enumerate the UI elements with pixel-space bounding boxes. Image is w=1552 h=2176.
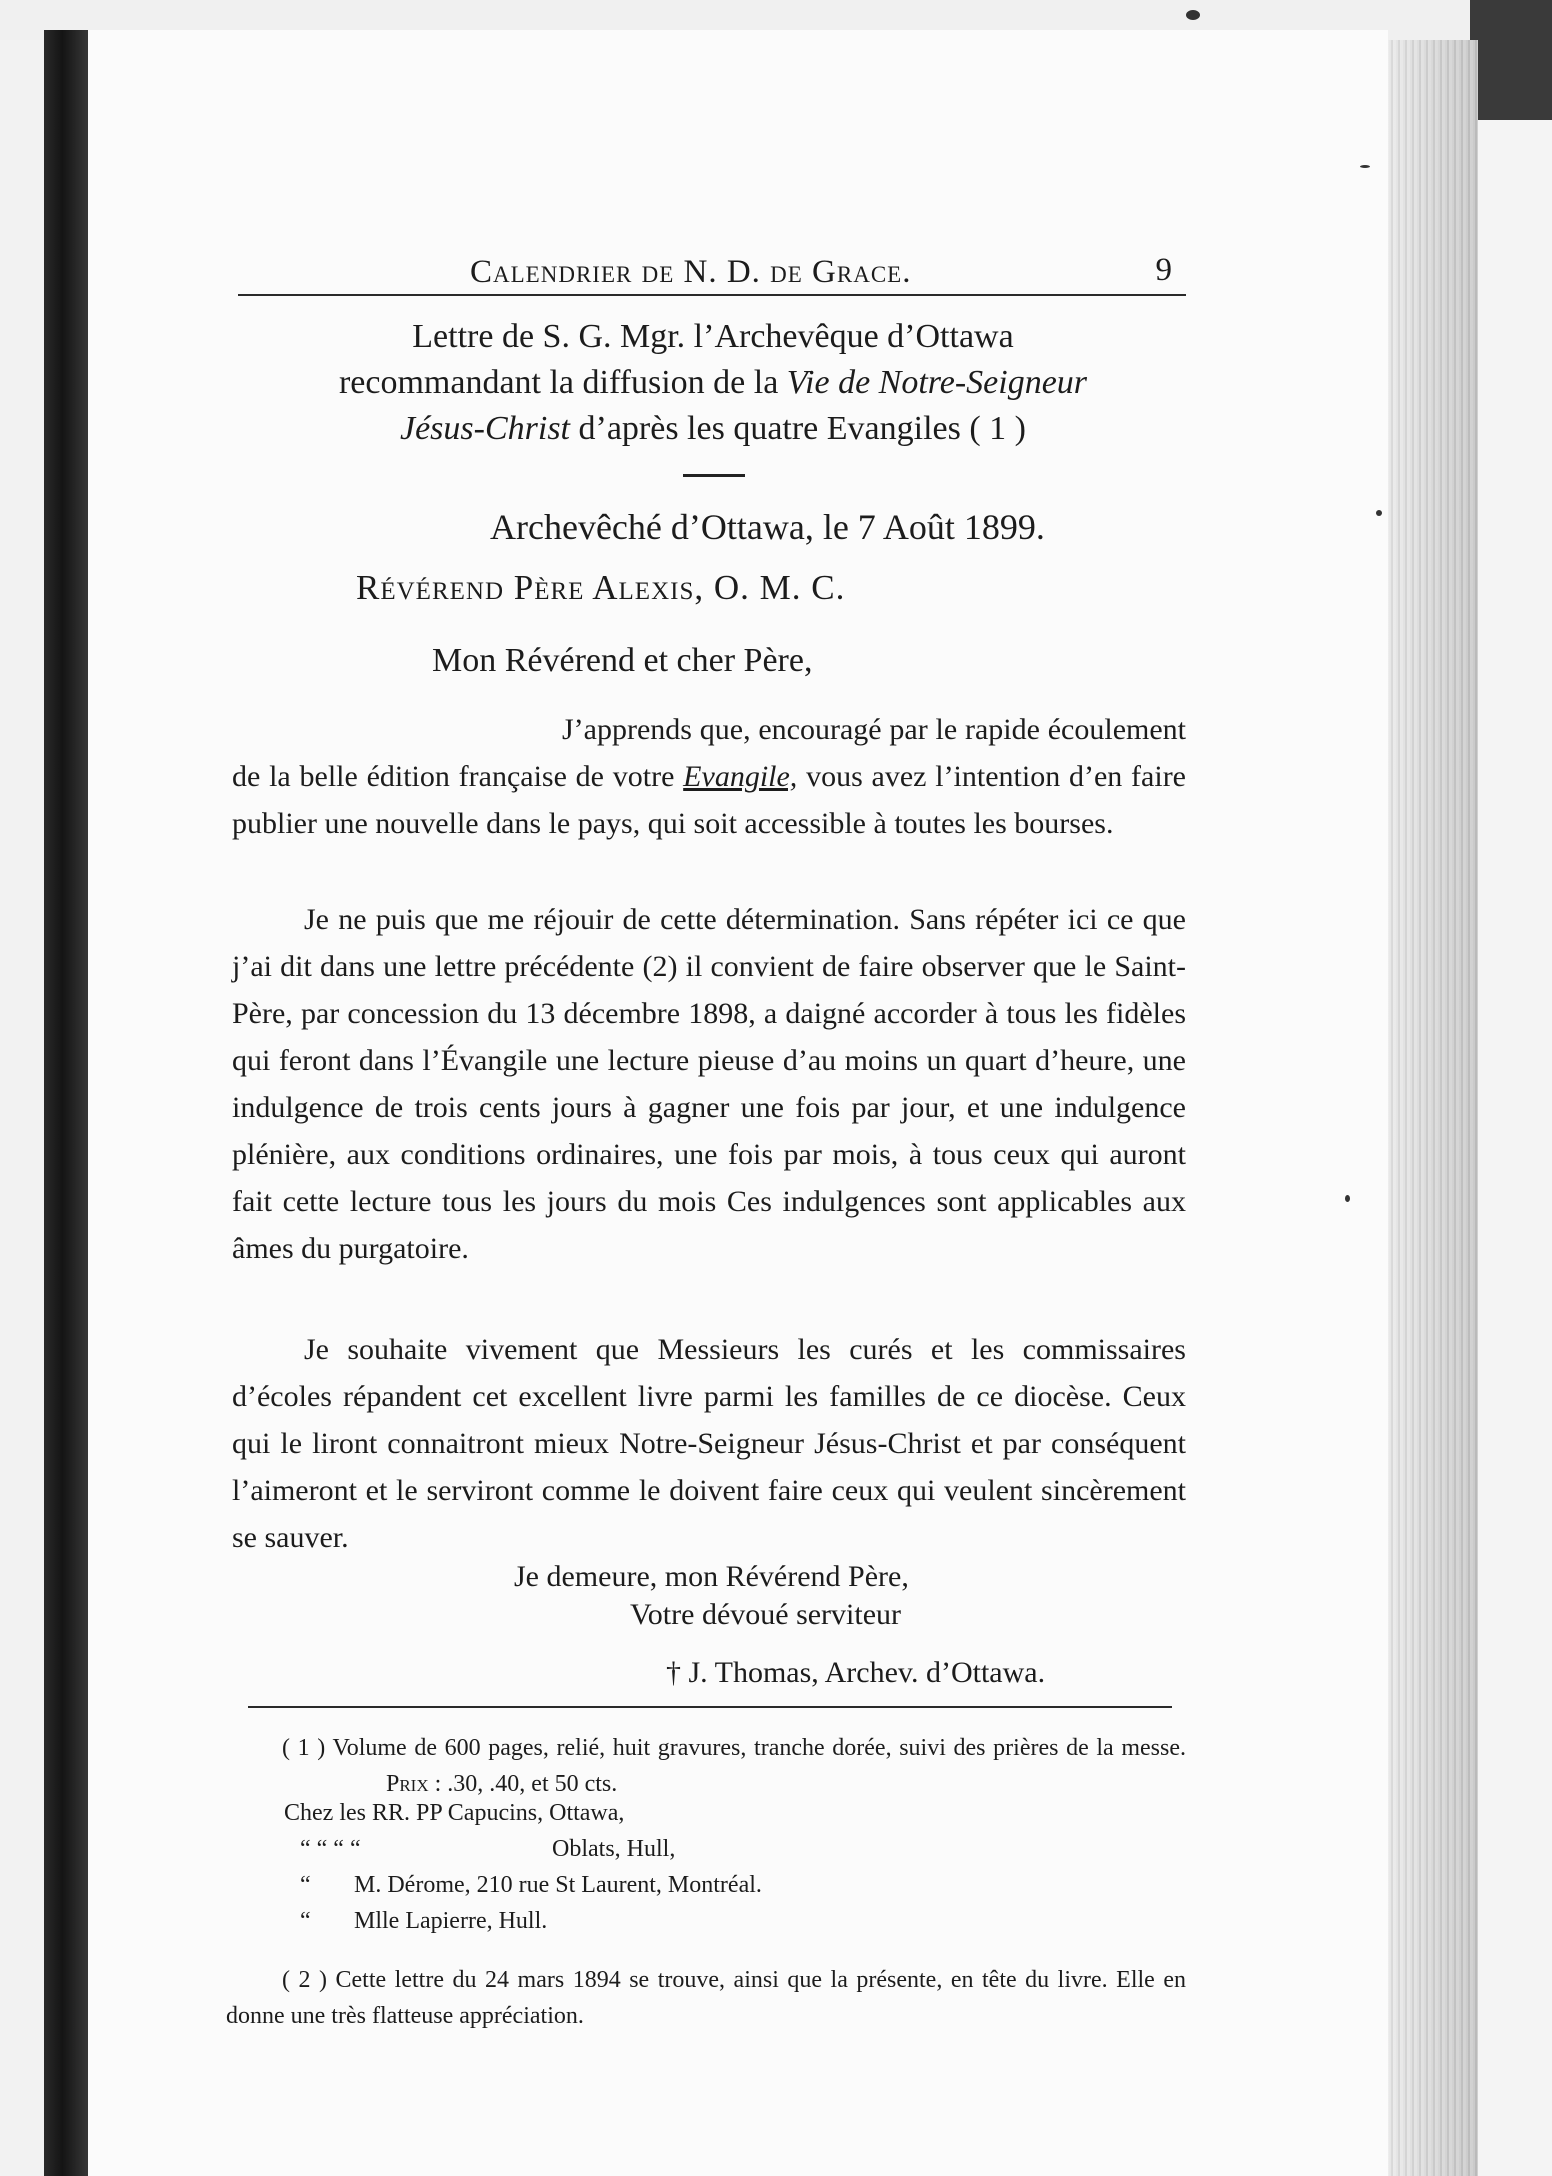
title-line-2: recommandant la diffusion de la Vie de Notre-Seigneur: [338, 364, 1088, 401]
title-line-1: Lettre de S. G. Mgr. l’Archevêque d’Ottawa: [412, 318, 1014, 355]
salutation: Mon Révérend et cher Père,: [432, 642, 813, 679]
closing-line-2: Votre dévoué serviteur: [630, 1598, 902, 1631]
where-line-4-mark: “: [300, 1908, 311, 1934]
page-number: 9: [1155, 252, 1172, 288]
footnote-2: ( 2 ) Cette lettre du 24 mars 1894 se trouve, ainsi que la présente, en tête du livre. Elle en donne une très flatteuse appréciation.: [226, 1967, 1186, 2029]
letter-title: [230, 314, 1196, 452]
paragraph-3: Je souhaite vivement que Messieurs les curés et les commissaires d’écoles répandent cet excellent livre parmi les familles de ce diocèse. Ceux qui le liront connaitront mieux Notre-Seigneur Jésus-Christ et par conséquent l’aimeront et le serviront comme le doivent faire ceux qui veulent sincèrement se sauver.: [232, 1333, 1186, 1554]
where-line-1: Chez les RR. PP Capucins, Ottawa,: [284, 1800, 625, 1826]
date-line: Archevêché d’Ottawa, le 7 Août 1899.: [490, 507, 1045, 547]
running-header: [238, 248, 1186, 296]
book-gutter: [44, 30, 90, 2176]
where-line-3: M. Dérome, 210 rue St Laurent, Montréal.: [354, 1872, 762, 1898]
where-line-2-marks: “ “ “ “: [300, 1836, 361, 1862]
signature: † J. Thomas, Archev. d’Ottawa.: [666, 1656, 1046, 1689]
price-values: : .30, .40, et 50 cts.: [428, 1771, 618, 1797]
paragraph-1: J’apprends que, encouragé par le rapide écoulement de la belle édition française de votre Evangile, vous avez l’intention d’en faire publier une nouvelle dans le pays, qui soit accessible à toutes les bourses.: [232, 713, 1187, 840]
where-line-4: Mlle Lapierre, Hull.: [354, 1908, 548, 1934]
scan-speck: [1376, 510, 1382, 516]
footnote-divider: [248, 1706, 1172, 1708]
scan-speck: [1360, 165, 1370, 168]
closing-line-1: Je demeure, mon Révérend Père,: [514, 1560, 909, 1593]
scan-speck: [1186, 10, 1200, 20]
scan-speck: [1345, 1195, 1350, 1202]
paragraph-2: Je ne puis que me réjouir de cette détermination. Sans répéter ici ce que j’ai dit dans une lettre précédente (2) il convient de faire observer que le Saint-Père, par concession du 13 décembre 1898, a daigné accorder à tous les fidèles qui feront dans l’Évangile une lecture pieuse d’au moins un quart d’heure, une indulgence de trois cents jours à gagner une fois par jour, et une indulgence plénière, aux conditions ordinaires, une fois par mois, à tous ceux qui auront fait cette lecture tous les jours du mois Ces indulgences sont applicables aux âmes du purgatoire.: [232, 903, 1186, 1265]
footnote-1: ( 1 ) Volume de 600 pages, relié, huit gravures, tranche dorée, suivi des prières de la messe. Prix : .30, .40, et 50 cts.: [282, 1735, 1186, 1797]
title-divider: [683, 474, 745, 477]
price-label: Prix: [386, 1771, 429, 1797]
next-sheet: [1478, 120, 1552, 2176]
where-line-3-mark: “: [300, 1872, 311, 1898]
running-title: Calendrier de N. D. de Grace.: [470, 254, 912, 290]
where-line-2: Oblats, Hull,: [552, 1836, 676, 1862]
recipient: Révérend Père Alexis, O. M. C.: [356, 568, 846, 607]
title-line-3: Jésus-Christ d’après les quatre Evangiles ( 1 ): [400, 410, 1026, 447]
